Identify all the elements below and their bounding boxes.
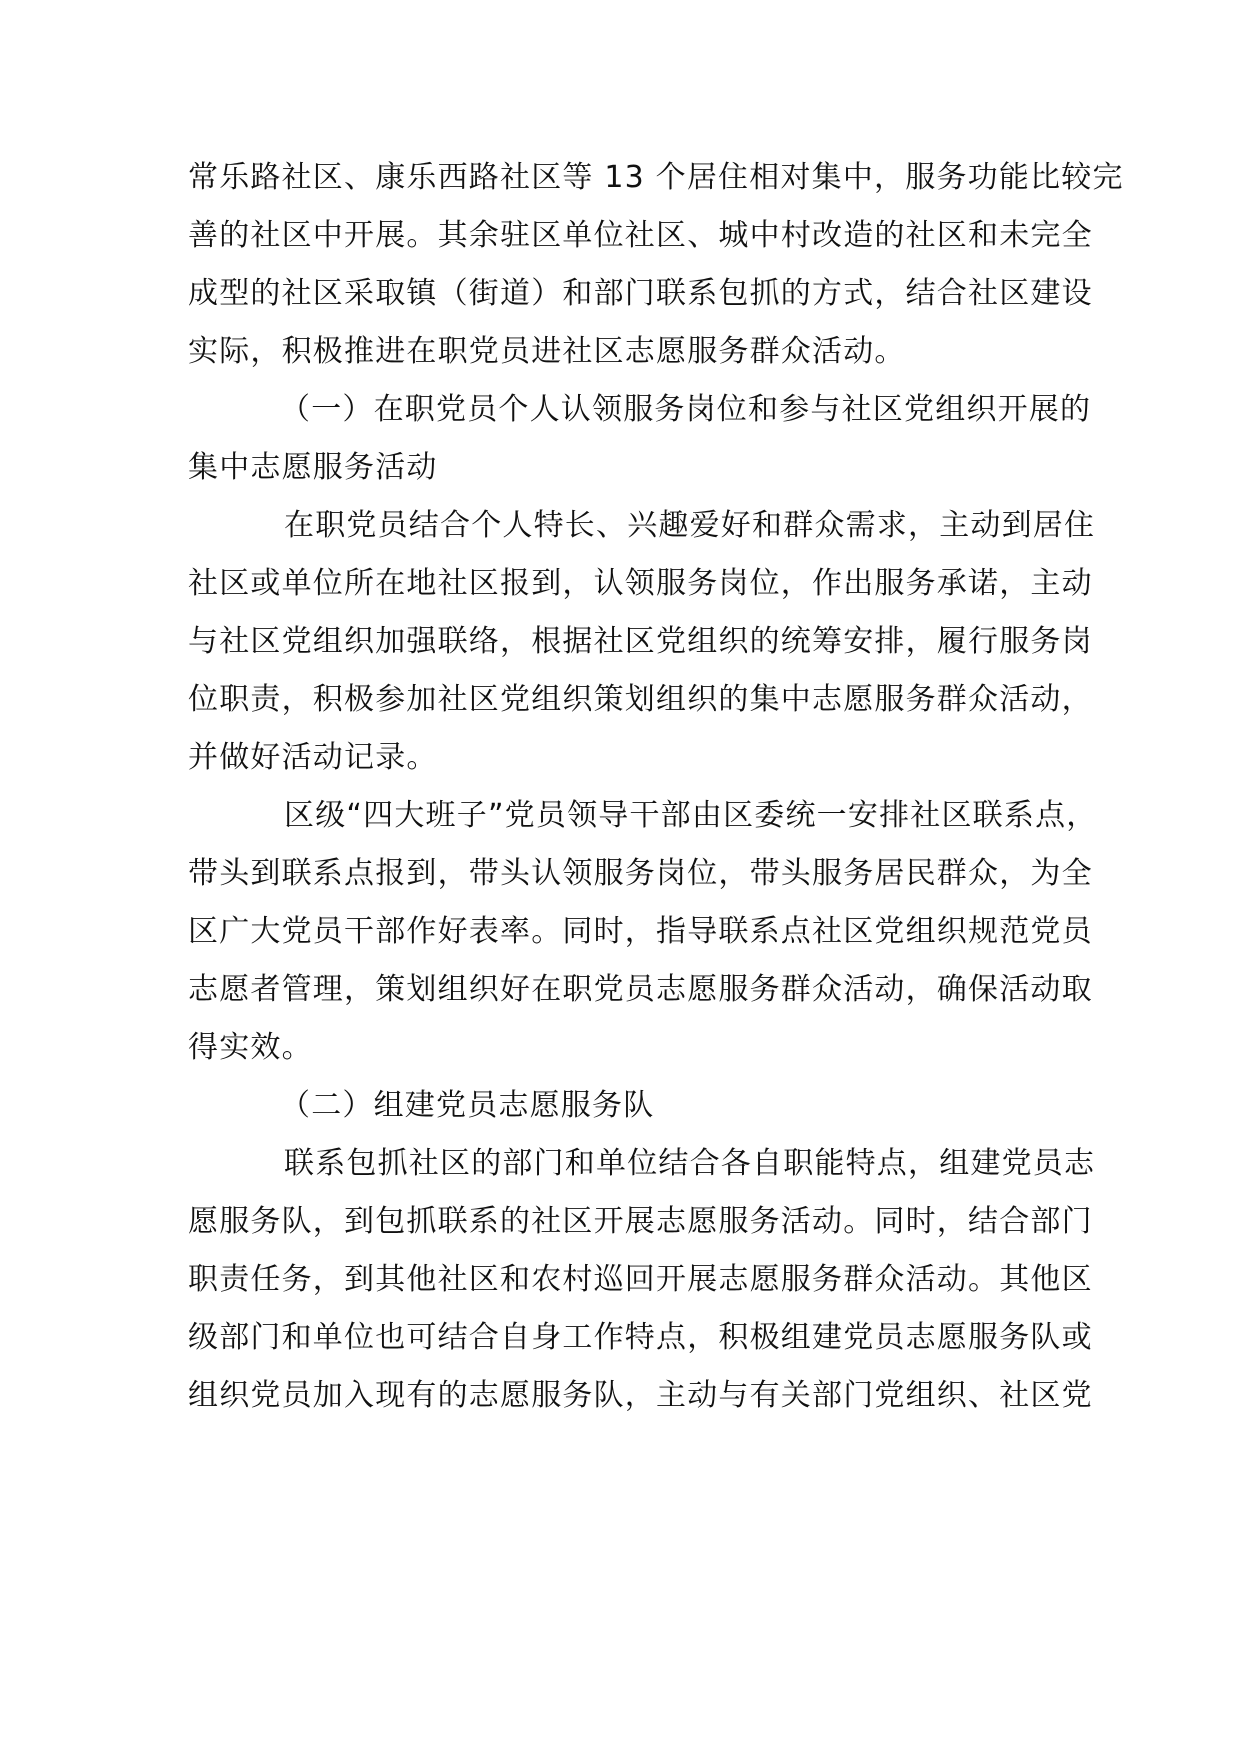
body-line: 并做好活动记录。 — [188, 740, 438, 775]
body-line: 与社区党组织加强联络，根据社区党组织的统筹安排，履行服务岗 — [188, 624, 1093, 659]
body-line: 善的社区中开展。其余驻区单位社区、城中村改造的社区和未完全 — [188, 218, 1093, 253]
body-line: 志愿者管理，策划组织好在职党员志愿服务群众活动，确保活动取 — [188, 972, 1093, 1007]
body-line: 得实效。 — [188, 1030, 313, 1065]
paragraph-start: 区级“四大班子”党员领导干部由区委统一安排社区联系点， — [284, 798, 1098, 833]
body-line: 组织党员加入现有的志愿服务队，主动与有关部门党组织、社区党 — [188, 1378, 1093, 1413]
body-line: 带头到联系点报到，带头认领服务岗位，带头服务居民群众，为全 — [188, 856, 1093, 891]
paragraph-start: 联系包抓社区的部门和单位结合各自职能特点，组建党员志 — [284, 1146, 1096, 1181]
section-heading-2: （二）组建党员志愿服务队 — [280, 1088, 655, 1123]
body-line: 常乐路社区、康乐西路社区等 13 个居住相对集中，服务功能比较完 — [188, 160, 1124, 195]
body-line: 成型的社区采取镇（街道）和部门联系包抓的方式，结合社区建设 — [188, 276, 1093, 311]
paragraph-start: 在职党员结合个人特长、兴趣爱好和群众需求，主动到居住 — [284, 508, 1096, 543]
body-line: 区广大党员干部作好表率。同时，指导联系点社区党组织规范党员 — [188, 914, 1093, 949]
section-heading-1: （一）在职党员个人认领服务岗位和参与社区党组织开展的 — [280, 392, 1092, 427]
body-line: 职责任务，到其他社区和农村巡回开展志愿服务群众活动。其他区 — [188, 1262, 1093, 1297]
body-line: 愿服务队，到包抓联系的社区开展志愿服务活动。同时，结合部门 — [188, 1204, 1093, 1239]
body-line: 实际，积极推进在职党员进社区志愿服务群众活动。 — [188, 334, 906, 369]
body-line: 级部门和单位也可结合自身工作特点，积极组建党员志愿服务队或 — [188, 1320, 1093, 1355]
section-heading-1-continued: 集中志愿服务活动 — [188, 450, 438, 485]
body-line: 社区或单位所在地社区报到，认领服务岗位，作出服务承诺，主动 — [188, 566, 1093, 601]
body-line: 位职责，积极参加社区党组织策划组织的集中志愿服务群众活动， — [188, 682, 1093, 717]
